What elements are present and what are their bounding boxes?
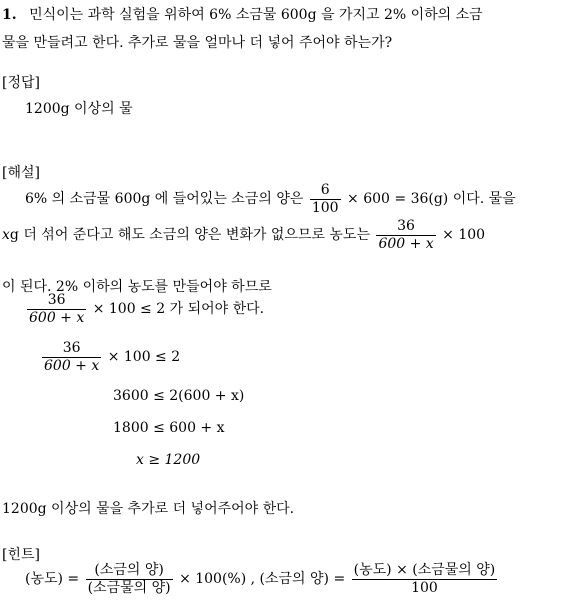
fraction-denominator: 100 bbox=[352, 579, 498, 597]
fraction-denominator: 600 + x bbox=[29, 309, 85, 326]
solution-l2-text-b: × 100 bbox=[442, 227, 486, 243]
hint-fraction-salt bbox=[352, 562, 498, 597]
solution-l4-text: × 100 ≤ 2 가 되어야 한다. bbox=[92, 301, 265, 317]
inequality-fraction bbox=[27, 292, 86, 327]
fraction-numerator: 36 bbox=[62, 339, 81, 356]
equation-step-4: x ≥ 1200 bbox=[136, 452, 201, 468]
solution-line-1 bbox=[25, 180, 516, 218]
fraction-denominator: 600 + x bbox=[44, 357, 100, 374]
hint-mid: × 100(%) , (소금의 양) = bbox=[179, 571, 346, 587]
solution-conclusion: 1200g 이상의 물을 추가로 더 넣어주어야 한다. bbox=[2, 501, 295, 517]
fraction-numerator: 6 bbox=[320, 181, 330, 198]
solution-line-2 bbox=[2, 216, 485, 254]
hint-lhs: (농도) = bbox=[25, 571, 80, 587]
fraction-numerator: (농도) × (소금물의 양) bbox=[353, 561, 496, 578]
solution-l2-text-a: g 더 섞어 준다고 해도 소금의 양은 변화가 없으므로 농도는 bbox=[9, 227, 370, 243]
fraction-denominator: 100 bbox=[311, 199, 339, 216]
solution-l1-text-a: 6% 의 소금물 600g 에 들어있는 소금의 양은 bbox=[25, 191, 304, 207]
equation-step-3: 1800 ≤ 600 + x bbox=[113, 420, 225, 436]
solution-l1-text-b: × 600 = 36(g) 이다. 물을 bbox=[347, 191, 516, 207]
hint-fraction-concentration bbox=[86, 562, 173, 597]
answer-heading: [정답] bbox=[2, 75, 40, 91]
fraction-6-over-100 bbox=[310, 182, 341, 217]
solution-heading: [해설] bbox=[2, 165, 40, 181]
fraction-numerator: (소금의 양) bbox=[94, 561, 164, 578]
variable-x: x bbox=[2, 227, 10, 243]
fraction-numerator: 36 bbox=[47, 291, 66, 308]
equation-fraction bbox=[42, 340, 101, 375]
hint-formula bbox=[25, 560, 499, 598]
problem-number: 1. bbox=[2, 7, 17, 23]
problem-text-1: 민식이는 과학 실험을 위하여 6% 소금물 600g 을 가지고 2% 이하의 소금 bbox=[29, 7, 483, 23]
equation-step-1 bbox=[40, 338, 180, 376]
fraction-denominator: 600 + x bbox=[378, 235, 434, 252]
fraction-denominator: (소금물의 양) bbox=[87, 579, 171, 596]
concentration-fraction bbox=[376, 218, 435, 253]
equation-step-2: 3600 ≤ 2(600 + x) bbox=[113, 388, 245, 404]
fraction-numerator: 36 bbox=[397, 217, 415, 234]
solution-line-3: 이 된다. 2% 이하의 농도를 만들어야 하므로 bbox=[2, 279, 272, 295]
answer-text: 1200g 이상의 물 bbox=[25, 101, 133, 117]
equation-step-1-rhs: × 100 ≤ 2 bbox=[107, 349, 181, 365]
solution-line-4 bbox=[25, 290, 264, 328]
problem-line-1 bbox=[2, 4, 483, 24]
problem-text-2: 물을 만들려고 한다. 추가로 물을 얼마나 더 넣어 주어야 하는가? bbox=[2, 35, 393, 51]
hint-heading: [힌트] bbox=[2, 547, 40, 563]
